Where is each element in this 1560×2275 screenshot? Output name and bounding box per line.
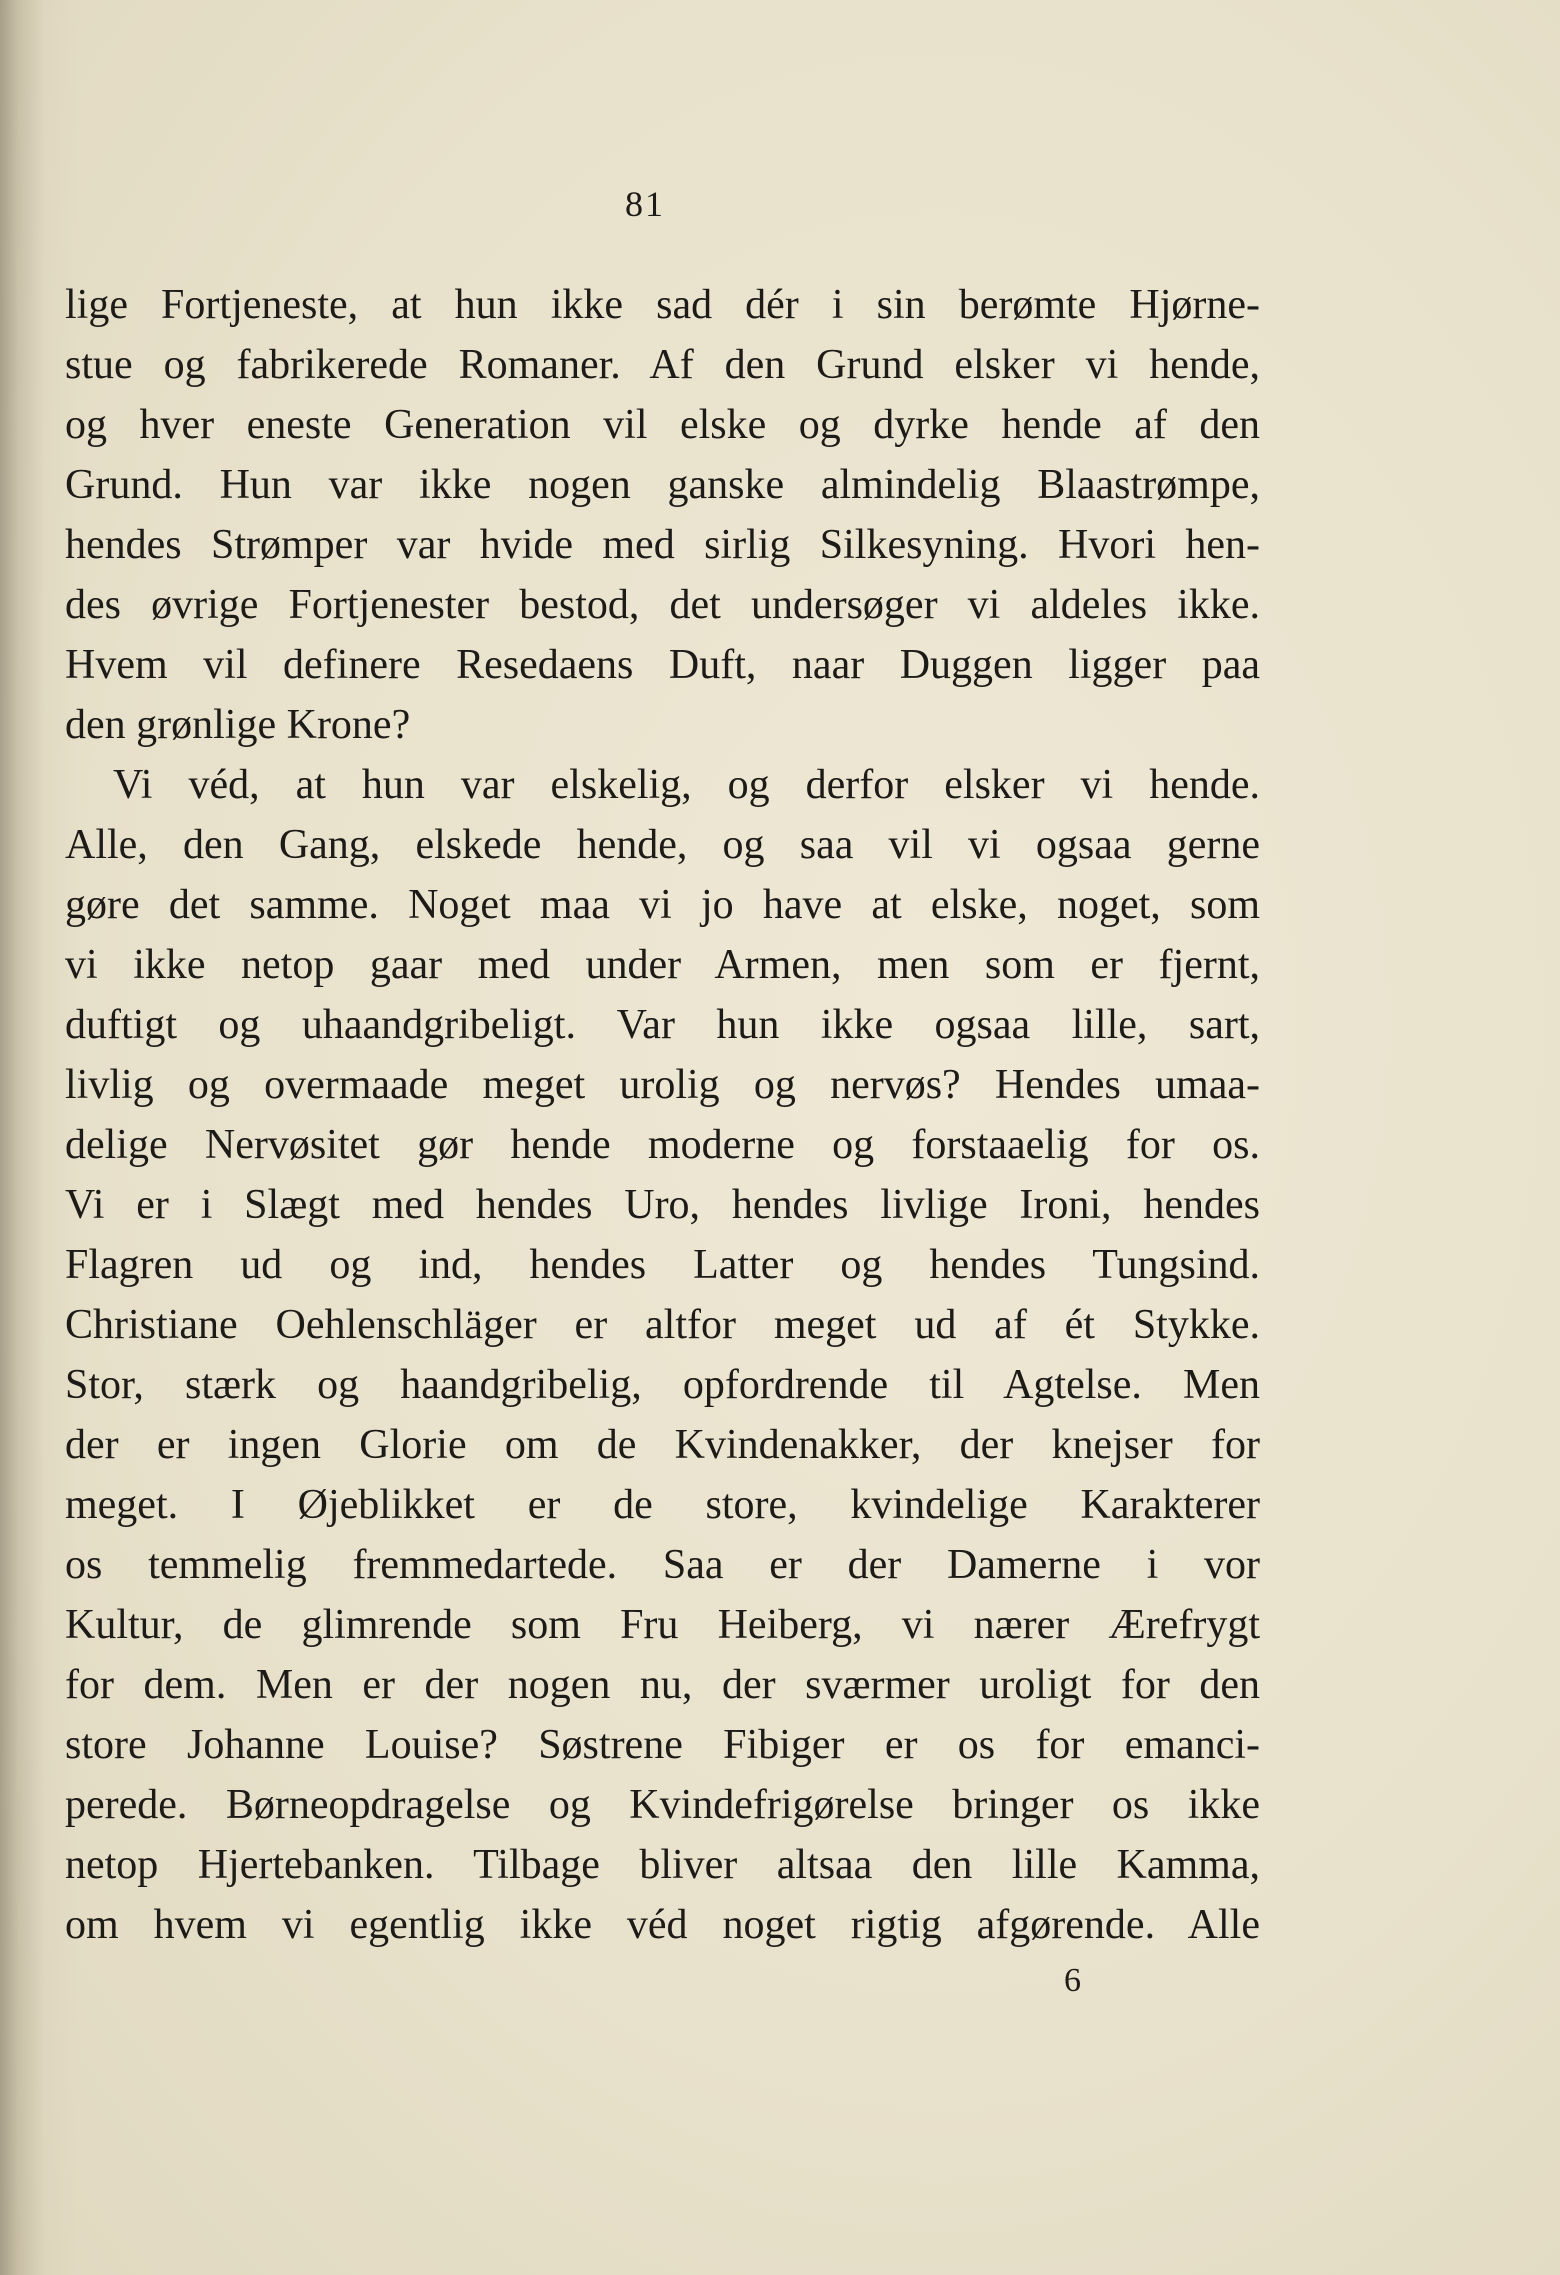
text-line: Hvem vil definere Resedaens Duft, naar Duggen ligger paa <box>65 642 1260 688</box>
text-line: om hvem vi egentlig ikke véd noget rigtig afgørende. Alle <box>65 1902 1260 1948</box>
signature-mark: 6 <box>1064 1962 1081 1999</box>
text-line: Alle, den Gang, elskede hende, og saa vil vi ogsaa gerne <box>65 822 1260 868</box>
text-line: Flagren ud og ind, hendes Latter og hendes Tungsind. <box>65 1242 1260 1288</box>
text-line: Kultur, de glimrende som Fru Heiberg, vi nærer Ærefrygt <box>65 1602 1260 1648</box>
text-line: Grund. Hun var ikke nogen ganske almindelig Blaastrømpe, <box>65 462 1260 508</box>
text-line: netop Hjertebanken. Tilbage bliver altsaa den lille Kamma, <box>65 1842 1260 1888</box>
page-number: 81 <box>625 184 665 224</box>
text-line: des øvrige Fortjenester bestod, det undersøger vi aldeles ikke. <box>65 582 1260 628</box>
text-line: gøre det samme. Noget maa vi jo have at elske, noget, som <box>65 882 1260 928</box>
text-line: stue og fabrikerede Romaner. Af den Grund elsker vi hende, <box>65 342 1260 388</box>
text-line: Vi er i Slægt med hendes Uro, hendes livlige Ironi, hendes <box>65 1182 1260 1228</box>
text-line: delige Nervøsitet gør hende moderne og forstaaelig for os. <box>65 1122 1260 1168</box>
text-line: den grønlige Krone? <box>65 702 411 748</box>
text-line: og hver eneste Generation vil elske og dyrke hende af den <box>65 402 1260 448</box>
text-line: meget. I Øjeblikket er de store, kvindelige Karakterer <box>65 1482 1260 1528</box>
text-line: Vi véd, at hun var elskelig, og derfor elsker vi hende. <box>113 762 1260 808</box>
text-line: duftigt og uhaandgribeligt. Var hun ikke ogsaa lille, sart, <box>65 1002 1260 1048</box>
text-line: Christiane Oehlenschläger er altfor meget ud af ét Stykke. <box>65 1302 1260 1348</box>
text-line: store Johanne Louise? Søstrene Fibiger er os for emanci- <box>65 1722 1260 1768</box>
text-line: perede. Børneopdragelse og Kvindefrigørelse bringer os ikke <box>65 1782 1260 1828</box>
text-line: lige Fortjeneste, at hun ikke sad dér i sin berømte Hjørne- <box>65 282 1260 328</box>
text-line: os temmelig fremmedartede. Saa er der Damerne i vor <box>65 1542 1260 1588</box>
text-line: Stor, stærk og haandgribelig, opfordrende til Agtelse. Men <box>65 1362 1260 1408</box>
text-line: der er ingen Glorie om de Kvindenakker, der knejser for <box>65 1422 1260 1468</box>
text-line: for dem. Men er der nogen nu, der sværmer uroligt for den <box>65 1662 1260 1708</box>
text-line: vi ikke netop gaar med under Armen, men som er fjernt, <box>65 942 1260 988</box>
body-text <box>65 275 1260 1955</box>
text-line: hendes Strømper var hvide med sirlig Silkesyning. Hvori hen- <box>65 522 1260 568</box>
text-line: livlig og overmaade meget urolig og nervøs? Hendes umaa- <box>65 1062 1260 1108</box>
